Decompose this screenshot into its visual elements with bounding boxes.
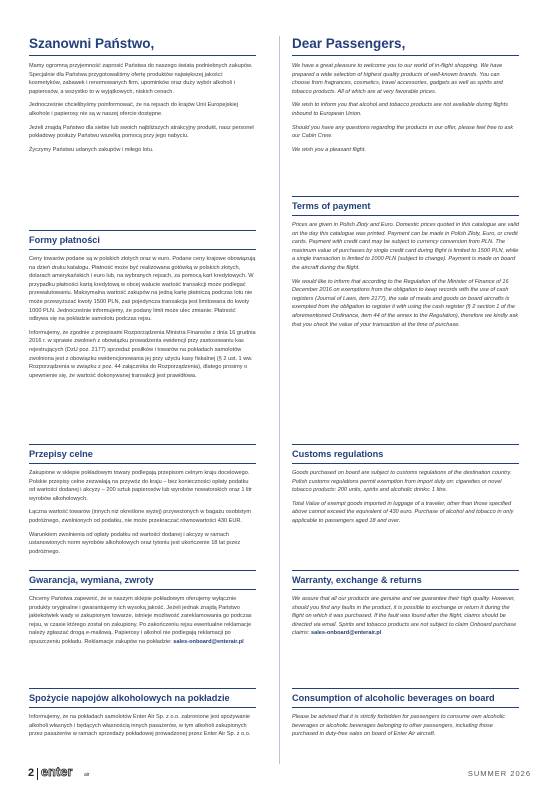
section-heading: Customs regulations — [292, 444, 519, 464]
section-paragraph: Informujemy, że na pokładach samolotów Enter Air Sp. z o.o. zabronione jest spożywanie alkoholi własnych i będących własnością innych pasażerów, w tym alkoholi zakupionych przez pasażerów w ramach sprzedaży pokładowej prowadzonej przez Enter Air Sp. z o.o. — [29, 714, 251, 738]
intro-en — [292, 36, 519, 159]
intro-paragraph: We wish you a pleasant flight. — [292, 146, 366, 153]
customs-section-en — [292, 444, 519, 531]
section-heading: Consumption of alcoholic beverages on board — [292, 688, 519, 708]
section-paragraph: Total Value of exempt goods imported in luggage of a traveler, other than those specified above cannot exceed the equivalent of 430 euro. Purchase of alcohol and tobacco in only applicable to passengers aged 18 and over. — [292, 500, 514, 524]
claims-email-link[interactable]: sales-onboard@enterair.pl — [173, 638, 244, 645]
section-heading: Terms of payment — [292, 196, 519, 216]
payment-section-pl — [29, 230, 256, 385]
customs-section-pl — [29, 444, 256, 561]
section-paragraph — [292, 595, 519, 638]
footer-separator — [37, 768, 38, 780]
section-heading: Spożycie napojów alkoholowych na pokładzie — [29, 688, 256, 708]
page-title-en: Dear Passengers, — [292, 36, 519, 56]
section-paragraph: Ceny towarów podane są w polskich złotych oraz w euro. Podane ceny krajowe obowiązują na dzień druku katalogu. Płatność może być realizowana gotówką w polskich złotych, dolarach amerykańskich i euro lub, na wybranych rejsach, za pomocą kart kredytowych. W przypadku płatności kartą kredytową w obcej walucie wartość transakcji może podlegać przewalutowaniu. Maksymalna wartość zakupów na jedną kartę płatniczą podczas lotu nie może przewyższać kwoty 1500 PLN, zaś pojedyncza transakcja jest limitowana do kwoty 1000 PLN. Jednocześnie informujemy, że podany limit może ulec zmianie. Płatność odbywa się na pokładzie samolotu podczas rejsu. — [29, 256, 256, 323]
section-heading: Formy płatności — [29, 230, 256, 250]
payment-section-en — [292, 196, 519, 334]
page-number: 2 — [28, 767, 35, 779]
alcohol-section-en — [292, 688, 519, 744]
section-paragraph — [29, 595, 256, 647]
section-heading: Warranty, exchange & returns — [292, 570, 519, 590]
intro-paragraph: We have a great pleasure to welcome you to our world of in-flight shopping. We have prepared a wide selection of highest quality products of well-known brands. You can choose from fragrances, cosmetics, travel accessories, gadgets as well as spirits and tobacco products. All of which are at very favorable prices. — [292, 63, 503, 95]
section-paragraph: Prices are given in Polish Złoty and Euro. Domestic prices quoted in this catalogue are valid on the day this catalogue was printed. Payment can be made in Polish Złoty, Euro, or credit cards. Payment with credit card may be subject to currency conversion from PLN. The maximum value of purchases by single credit card during flight is limited to 1500 PLN, while a single transaction is limited to 1000 PLN (subject to change). Payment is made on board the aircraft during the flight. — [292, 222, 519, 271]
column-divider — [279, 36, 280, 764]
warranty-text: We assure that all our products are genuine and we guarantee their high quality. However, should you find any faults in the product, it is possible to exchange or return it during the flight on which it was purchased. If the fault was found after the flight, claims should be directed via email. Spirits and tobacco products are not subject to claim Onboard purchase claims: — [292, 596, 517, 637]
warranty-section-en — [292, 570, 519, 643]
enter-air-logo-suffix: air — [84, 772, 90, 778]
enter-air-logo: enter — [41, 765, 73, 779]
intro-paragraph: Mamy ogromną przyjemność zaprosić Państwa do naszego świata podniebnych zakupów. Specjalnie dla Państwa przygotowaliśmy ofertę produktów największej jakości: kosmetyków, zabawek i renomowanych firm, upominków oraz duży wybór alkoholi i papierosów, a wszystko to w wyjątkowych, niskich cenach. — [29, 63, 253, 95]
section-paragraph: Zakupione w sklepie pokładowym towary podlegają przepisom celnym kraju docelowego. Polskie przepisy celne zezwalają na przywóz do kraju – bez konieczności opłaty podatku od wartości dodanej i akcyzy – 200 sztuk papierosów lub wyrobów nowatorskich oraz 1 litr wyrobów alkoholowych. — [29, 470, 252, 502]
section-paragraph: Informujemy, że zgodnie z przepisami Rozporządzenia Ministra Finansów z dnia 16 grudnia 2016 r. w sprawie zwolnień z obowiązku prowadzenia ewidencji przy zastosowaniu kas rejestrujących (DzU poz. 2177) sprzedaż posiłków i towarów na pokładach samolotów zwolniona jest z obowiązku ewidencjonowania jej przy użyciu kasy fiskalnej (§ 2 ust. 1 ww. Rozporządzenia w związku z poz. 44 załącznika do Rozporządzenia), dlatego prosimy o upewnienie się, że wartość dokonywanej transakcji jest prawidłowa. — [29, 329, 256, 379]
intro-paragraph: Jeżeli znajdą Państwo dla siebie lub swoich najbliższych atrakcyjny produkt, nasz personel pokładowy posłuży Państwu wszelką pomocą przy jego nabyciu. — [29, 124, 254, 140]
section-heading: Przepisy celne — [29, 444, 256, 464]
section-heading: Gwarancja, wymiana, zwroty — [29, 570, 256, 590]
section-paragraph: Goods purchased on board are subject to customs regulations of the destination country. Polish customs regulations permit exemption from import duty on: cigarettes or novel tobacco products: 200 units, spirits and alcoholic drinks: 1 litre. — [292, 470, 512, 494]
section-paragraph: Łączna wartość towarów (innych niż określone wyżej) przywożonych w bagażu osobistym podróżnego, zwolnionych od podatku, nie może przekraczać równowartości 430 EUR. — [29, 509, 251, 524]
page-footer — [0, 764, 560, 787]
page-title-pl: Szanowni Państwo, — [29, 36, 256, 56]
intro-paragraph: Jednocześnie chcielibyśmy poinformować, że na rejsach do krajów Unii Europejskiej alkohole i papierosy nie są w naszej ofercie dostępne. — [29, 102, 238, 117]
alcohol-section-pl — [29, 688, 256, 744]
claims-email-link[interactable]: sales-onboard@enterair.pl — [310, 630, 382, 637]
section-paragraph: We would like to inform that according to the Regulation of the Minister of Finance of 16 December 2016 on exemptions from the obligation to keep records with the use of cash registers (Journal of Laws, item 2177), the sale of meals and goods on board aircrafts is exempted from the obligation to register it with using the cash register (§ 2 section 1 of the aforementioned Ordinance, item 44 of the annex to the Regulation), therefore we kindly ask that you check the value of your transaction at the time of purchase. — [292, 278, 519, 328]
catalog-season: SUMMER 2026 — [467, 769, 531, 778]
section-paragraph: Please be advised that it is strictly forbidden for passengers to consume own alcoholic beverages or alcoholic beverages belonging to other passengers, including those purchased in duty-free sales on board of Enter Air aircraft. — [292, 714, 505, 738]
warranty-text: Chcemy Państwa zapewnić, że w naszym sklepie pokładowym oferujemy wyłącznie produkty oryginalne i gwarantujemy ich wysoką jakość. Jeżeli jednak znajdą Państwo jakiekolwiek wady w zakupionym towarze, istnieje możliwość zareklamowania go podczas rejsu, w czasie którego został on zakupiony. Po zakończeniu rejsu ewentualne reklamacje należy zgłaszać drogą e-mailową. Papierosy i alkohol nie podlegają reklamacji po opuszczeniu pokładu. Reklamacje zakupów na pokładzie: — [29, 596, 252, 645]
intro-paragraph: We wish to inform you that alcohol and tobacco products are not available during flights inbound to European Union. — [292, 102, 509, 117]
intro-paragraph: Should you have any questions regarding the products in our offer, please feel free to ask our Cabin Crew. — [292, 124, 514, 140]
section-paragraph: Warunkiem zwolnienia od opłaty podatku od wartości dodanej i akcyzy w ramach ustanowionych norm wyrobów alkoholowych oraz tytoniu jest ukończenie 18 lat przez podróżnego. — [29, 531, 241, 555]
intro-paragraph: Życzymy Państwu udanych zakupów i miłego lotu. — [29, 146, 154, 153]
warranty-section-pl — [29, 570, 256, 652]
intro-pl — [29, 36, 256, 159]
